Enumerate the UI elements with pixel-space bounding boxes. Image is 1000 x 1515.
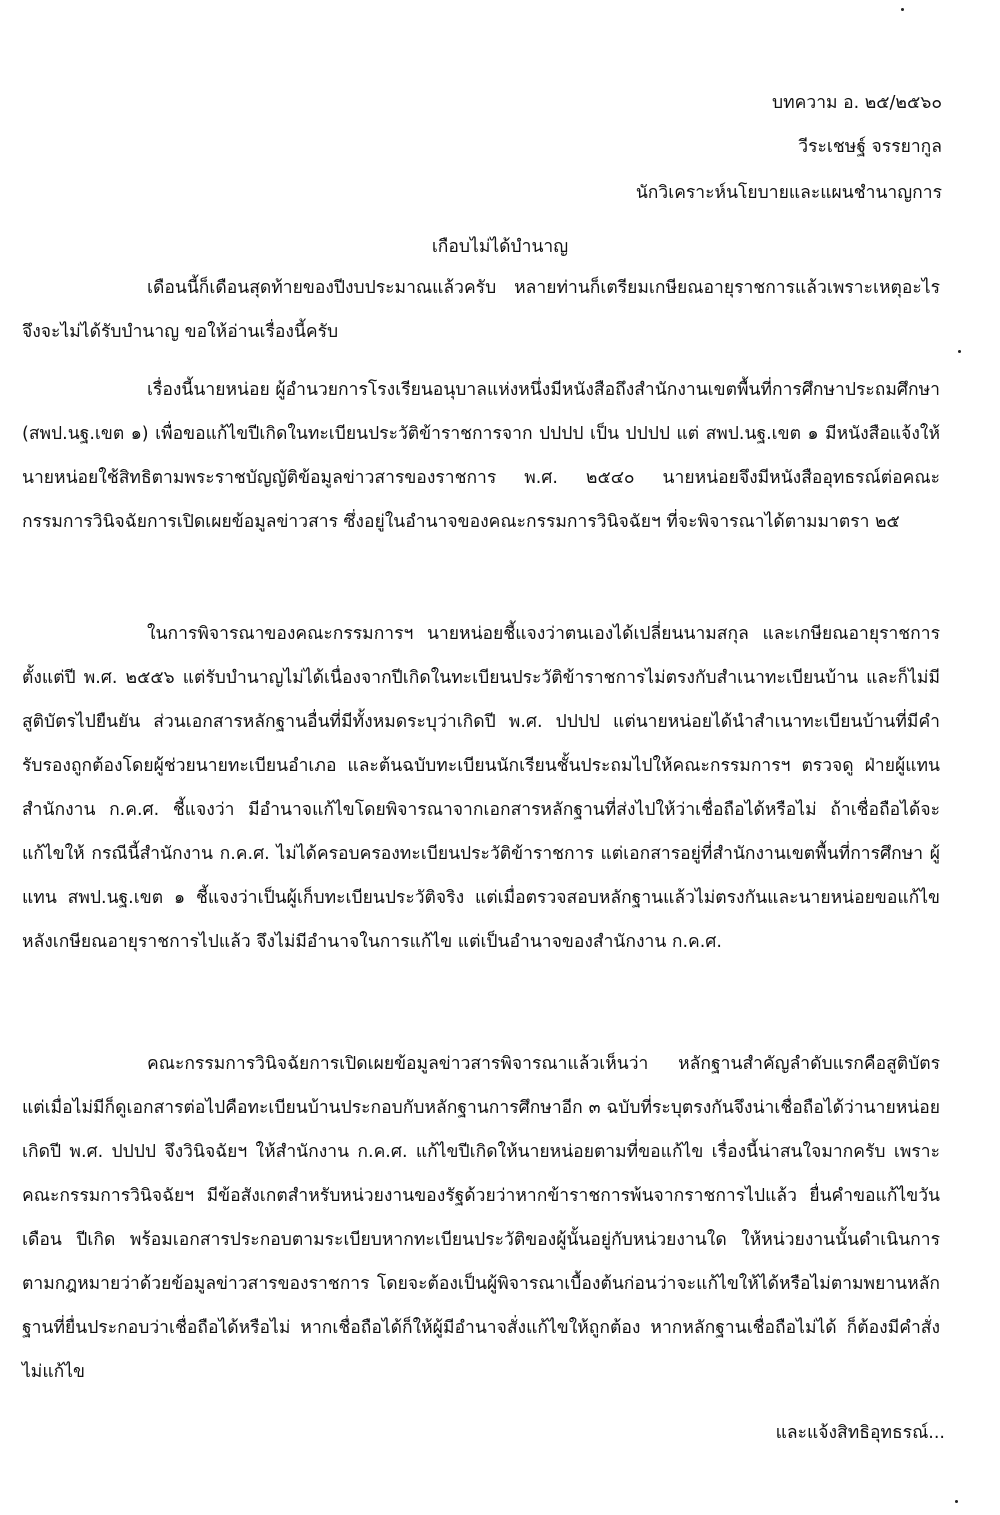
paragraph-background bbox=[22, 368, 940, 544]
author-position: นักวิเคราะห์นโยบายและแผนชำนาญการ bbox=[635, 183, 942, 203]
paragraph-text: เดือนนี้ก็เดือนสุดท้ายของปีงบประมาณแล้วครับ หลายท่านก็เตรียมเกษียณอายุราชการแล้วเพราะเหตุอะไร จึงจะไม่ได้รับบำนาญ ขอให้อ่านเรื่องนี้ครับ bbox=[22, 278, 940, 342]
paragraph-hearing bbox=[22, 612, 940, 964]
paragraph-intro bbox=[22, 266, 940, 354]
article-title: เกือบไม่ได้บำนาญ bbox=[431, 237, 569, 257]
article-number: บทความ อ. ๒๕/๒๕๖๐ bbox=[772, 93, 942, 113]
scan-speck bbox=[955, 1500, 958, 1503]
paragraph-text: ในการพิจารณาของคณะกรรมการฯ นายหน่อยชี้แจงว่าตนเองได้เปลี่ยนนามสกุล และเกษียณอายุราชการตั้งแต่ปี พ.ศ. ๒๕๕๖ แต่รับบำนาญไม่ได้เนื่องจากปีเกิดในทะเบียนประวัติข้าราชการไม่ตรงกับสำเนาทะเบียนบ้าน และก็ไม่มีสูติบัตรไปยืนยัน ส่วนเอกสารหลักฐานอื่นที่มีทั้งหมดระบุว่าเกิดปี พ.ศ. ปปปป แต่นายหน่อยได้นำสำเนาทะเบียนบ้านที่มีคำรับรองถูกต้องโดยผู้ช่วยนายทะเบียนอำเภอ และต้นฉบับทะเบียนนักเรียนชั้นประถมไปให้คณะกรรมการฯ ตรวจดู ฝ่ายผู้แทนสำนักงาน ก.ค.ศ. ชี้แจงว่า มีอำนาจแก้ไขโดยพิจารณาจากเอกสารหลักฐานที่ส่งไปให้ว่าเชื่อถือได้หรือไม่ ถ้าเชื่อถือได้จะแก้ไขให้ กรณีนี้สำนักงาน ก.ค.ศ. ไม่ได้ครอบครองทะเบียนประวัติข้าราชการ แต่เอกสารอยู่ที่สำนักงานเขตพื้นที่การศึกษา ผู้แทน สพป.นฐ.เขต ๑ ชี้แจงว่าเป็นผู้เก็บทะเบียนประวัติจริง แต่เมื่อตรวจสอบหลักฐานแล้วไม่ตรงกันและนายหน่อยขอแก้ไขหลังเกษียณอายุราชการไปแล้ว จึงไม่มีอำนาจในการแก้ไข แต่เป็นอำนาจของสำนักงาน ก.ค.ศ. bbox=[22, 624, 940, 952]
continuation-text: และแจ้งสิทธิอุทธรณ์... bbox=[775, 1423, 945, 1443]
scan-speck bbox=[901, 8, 904, 11]
scan-speck bbox=[958, 350, 961, 353]
paragraph-text: คณะกรรมการวินิจฉัยการเปิดเผยข้อมูลข่าวสารพิจารณาแล้วเห็นว่า หลักฐานสำคัญลำดับแรกคือสูติบัตร แต่เมื่อไม่มีก็ดูเอกสารต่อไปคือทะเบียนบ้านประกอบกับหลักฐานการศึกษาอีก ๓ ฉบับที่ระบุตรงกันจึงน่าเชื่อถือได้ว่านายหน่อยเกิดปี พ.ศ. ปปปป จึงวินิจฉัยฯ ให้สำนักงาน ก.ค.ศ. แก้ไขปีเกิดให้นายหน่อยตามที่ขอแก้ไข เรื่องนี้น่าสนใจมากครับ เพราะคณะกรรมการวินิจฉัยฯ มีข้อสังเกตสำหรับหน่วยงานของรัฐด้วยว่าหากข้าราชการพ้นจากราชการไปแล้ว ยื่นคำขอแก้ไขวัน เดือน ปีเกิด พร้อมเอกสารประกอบตามระเบียบหากทะเบียนประวัติของผู้นั้นอยู่กับหน่วยงานใด ให้หน่วยงานนั้นดำเนินการตามกฎหมายว่าด้วยข้อมูลข่าวสารของราชการ โดยจะต้องเป็นผู้พิจารณาเบื้องต้นก่อนว่าจะแก้ไขให้ได้หรือไม่ตามพยานหลักฐานที่ยื่นประกอบว่าเชื่อถือได้หรือไม่ หากเชื่อถือได้ก็ให้ผู้มีอำนาจสั่งแก้ไขให้ถูกต้อง หากหลักฐานเชื่อถือไม่ได้ ก็ต้องมีคำสั่งไม่แก้ไข bbox=[22, 1054, 940, 1382]
author-name: วีระเชษฐ์ จรรยากูล bbox=[798, 137, 942, 157]
paragraph-text: เรื่องนี้นายหน่อย ผู้อำนวยการโรงเรียนอนุบาลแห่งหนึ่งมีหนังสือถึงสำนักงานเขตพื้นที่การศึกษาประถมศึกษา (สพป.นฐ.เขต ๑) เพื่อขอแก้ไขปีเกิดในทะเบียนประวัติข้าราชการจาก ปปปป เป็น ปปปป แต่ สพป.นฐ.เขต ๑ มีหนังสือแจ้งให้นายหน่อยใช้สิทธิตามพระราชบัญญัติข้อมูลข่าวสารของราชการ พ.ศ. ๒๕๔๐ นายหน่อยจึงมีหนังสืออุทธรณ์ต่อคณะกรรมการวินิจฉัยการเปิดเผยข้อมูลข่าวสาร ซึ่งอยู่ในอำนาจของคณะกรรมการวินิจฉัยฯ ที่จะพิจารณาได้ตามมาตรา ๒๕ bbox=[22, 380, 940, 532]
paragraph-ruling bbox=[22, 1042, 940, 1394]
